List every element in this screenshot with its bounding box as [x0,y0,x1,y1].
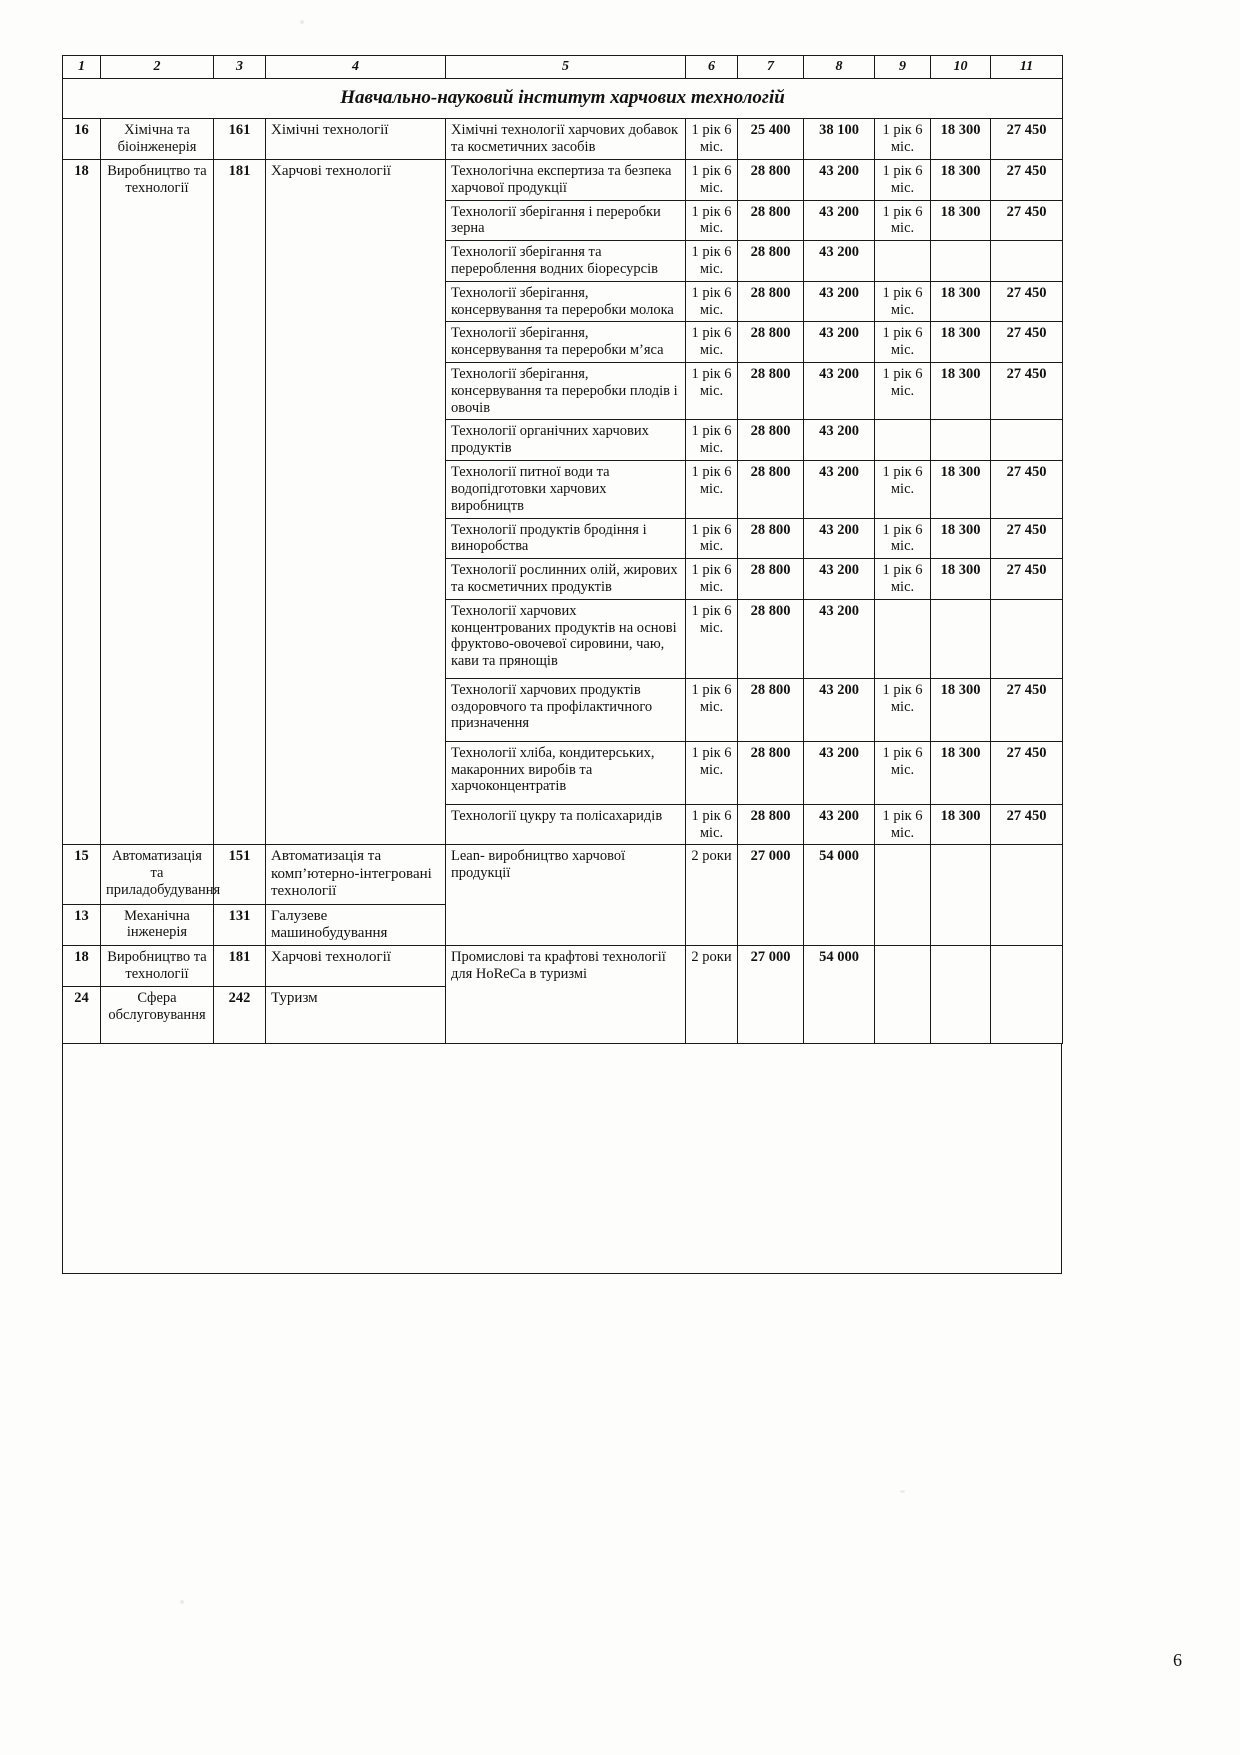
price-full-1: 28 800 [738,804,804,845]
program-name: Технології зберігання та перероблення водних біоресурсів [446,241,686,282]
specialty-name: Харчові технології [266,946,446,987]
col-header-8: 8 [804,56,875,79]
term-part-time [875,420,931,461]
term-part-time: 1 рік 6 міс. [875,281,931,322]
price-part-2: 27 450 [991,200,1063,241]
price-part-1: 18 300 [931,363,991,420]
price-table-container [62,55,1062,1274]
price-full-1: 28 800 [738,322,804,363]
price-full-1: 28 800 [738,241,804,282]
price-part-1 [931,420,991,461]
price-full-2: 43 200 [804,159,875,200]
term-full-time: 2 роки [686,845,738,946]
program-name: Технології хліба, кондитерських, макаронних виробів та харчоконцентратів [446,741,686,804]
branch-code: 18 [63,946,101,987]
branch-code: 24 [63,986,101,1043]
term-part-time: 1 рік 6 міс. [875,559,931,600]
term-full-time: 1 рік 6 міс. [686,461,738,518]
table-column-header-row [63,56,1063,79]
price-part-2: 27 450 [991,741,1063,804]
price-full-2: 43 200 [804,363,875,420]
branch-name: Виробництво та технології [101,946,214,987]
term-full-time: 1 рік 6 міс. [686,804,738,845]
price-part-2: 27 450 [991,678,1063,741]
term-full-time: 1 рік 6 міс. [686,200,738,241]
price-part-1: 18 300 [931,200,991,241]
program-name: Технології зберігання, консервування та переробки м’яса [446,322,686,363]
col-header-3: 3 [214,56,266,79]
price-full-1: 28 800 [738,741,804,804]
price-full-2: 43 200 [804,741,875,804]
term-part-time [875,599,931,678]
table-row [63,159,1063,200]
col-header-9: 9 [875,56,931,79]
term-full-time: 1 рік 6 міс. [686,119,738,160]
specialty-name: Автоматизація та комп’ютерно-інтегровані технології [266,845,446,904]
specialty-code: 131 [214,904,266,946]
term-full-time: 1 рік 6 міс. [686,159,738,200]
price-full-1: 28 800 [738,281,804,322]
program-name: Технології продуктів бродіння і виноробства [446,518,686,559]
price-full-1: 28 800 [738,559,804,600]
term-part-time [875,946,931,1044]
price-part-1: 18 300 [931,741,991,804]
price-full-2: 54 000 [804,845,875,946]
price-full-2: 43 200 [804,200,875,241]
col-header-4: 4 [266,56,446,79]
price-full-1: 28 800 [738,518,804,559]
price-full-1: 25 400 [738,119,804,160]
price-full-2: 38 100 [804,119,875,160]
price-part-2 [991,241,1063,282]
price-full-1: 28 800 [738,420,804,461]
price-full-1: 27 000 [738,845,804,946]
program-name: Технологічна експертиза та безпека харчової продукції [446,159,686,200]
price-part-2: 27 450 [991,119,1063,160]
term-part-time: 1 рік 6 міс. [875,804,931,845]
price-part-1: 18 300 [931,461,991,518]
col-header-6: 6 [686,56,738,79]
term-part-time: 1 рік 6 міс. [875,322,931,363]
price-full-2: 43 200 [804,420,875,461]
price-part-1 [931,946,991,1044]
price-part-2 [991,845,1063,946]
price-full-2: 43 200 [804,678,875,741]
branch-name: Автоматизація та приладобудування [101,845,214,904]
price-full-1: 28 800 [738,599,804,678]
branch-name: Сфера обслуговування [101,986,214,1043]
term-full-time: 1 рік 6 міс. [686,518,738,559]
program-name: Технології зберігання, консервування та переробки молока [446,281,686,322]
program-name: Хімічні технології харчових добавок та косметичних засобів [446,119,686,160]
col-header-1: 1 [63,56,101,79]
price-full-2: 43 200 [804,322,875,363]
price-part-2: 27 450 [991,363,1063,420]
term-full-time: 1 рік 6 міс. [686,281,738,322]
price-full-1: 28 800 [738,363,804,420]
specialty-name: Туризм [266,986,446,1043]
branch-name: Механічна інженерія [101,904,214,946]
specialty-code: 151 [214,845,266,904]
page-speck [300,20,304,24]
specialty-name: Харчові технології [266,159,446,845]
program-name: Технології цукру та полісахаридів [446,804,686,845]
term-full-time: 1 рік 6 міс. [686,420,738,461]
price-part-1: 18 300 [931,281,991,322]
price-part-2 [991,420,1063,461]
price-full-2: 54 000 [804,946,875,1044]
program-name: Технології харчових продуктів оздоровчого та профілактичного призначення [446,678,686,741]
price-full-2: 43 200 [804,559,875,600]
price-part-2: 27 450 [991,518,1063,559]
term-full-time: 1 рік 6 міс. [686,741,738,804]
term-full-time: 1 рік 6 міс. [686,559,738,600]
branch-code: 15 [63,845,101,904]
table-row [63,946,1063,987]
price-part-1: 18 300 [931,559,991,600]
table-row [63,845,1063,904]
price-part-2: 27 450 [991,804,1063,845]
price-part-2: 27 450 [991,322,1063,363]
branch-code: 13 [63,904,101,946]
term-part-time [875,845,931,946]
program-name: Технології органічних харчових продуктів [446,420,686,461]
specialty-code: 181 [214,159,266,845]
term-part-time: 1 рік 6 міс. [875,200,931,241]
price-part-2 [991,946,1063,1044]
price-part-2: 27 450 [991,461,1063,518]
col-header-7: 7 [738,56,804,79]
program-name: Технології зберігання і переробки зерна [446,200,686,241]
term-part-time: 1 рік 6 міс. [875,678,931,741]
term-part-time: 1 рік 6 міс. [875,461,931,518]
term-full-time: 1 рік 6 міс. [686,322,738,363]
page-number: 6 [1173,1650,1182,1670]
branch-name: Хімічна та біоінженерія [101,119,214,160]
program-name: Технології зберігання, консервування та переробки плодів і овочів [446,363,686,420]
col-header-5: 5 [446,56,686,79]
price-full-2: 43 200 [804,241,875,282]
price-part-1: 18 300 [931,678,991,741]
section-title: Навчально-науковий інститут харчових технологій [63,79,1063,119]
term-part-time [875,241,931,282]
branch-name: Виробництво та технології [101,159,214,845]
term-part-time: 1 рік 6 міс. [875,119,931,160]
price-full-2: 43 200 [804,281,875,322]
page-speck [180,1600,184,1604]
col-header-10: 10 [931,56,991,79]
price-part-2 [991,599,1063,678]
program-name: Технології рослинних олій, жирових та косметичних продуктів [446,559,686,600]
price-full-1: 28 800 [738,461,804,518]
price-part-2: 27 450 [991,281,1063,322]
tuition-price-table [62,55,1063,1044]
section-title-row [63,79,1063,119]
price-part-1: 18 300 [931,119,991,160]
term-full-time: 1 рік 6 міс. [686,599,738,678]
page-speck [900,1490,905,1493]
price-part-2: 27 450 [991,159,1063,200]
specialty-code: 181 [214,946,266,987]
price-part-1: 18 300 [931,518,991,559]
price-full-1: 28 800 [738,200,804,241]
specialty-code: 161 [214,119,266,160]
term-part-time: 1 рік 6 міс. [875,159,931,200]
program-name: Lean- виробництво харчової продукції [446,845,686,946]
specialty-name: Хімічні технології [266,119,446,160]
price-part-2: 27 450 [991,559,1063,600]
table-empty-tail [62,1044,1062,1274]
term-full-time: 1 рік 6 міс. [686,241,738,282]
price-part-1 [931,241,991,282]
term-part-time: 1 рік 6 міс. [875,518,931,559]
program-name: Промислові та крафтові технології для HoReCa в туризмі [446,946,686,1044]
term-full-time: 1 рік 6 міс. [686,678,738,741]
specialty-code: 242 [214,986,266,1043]
price-part-1 [931,599,991,678]
price-full-2: 43 200 [804,804,875,845]
price-part-1: 18 300 [931,159,991,200]
branch-code: 18 [63,159,101,845]
price-part-1: 18 300 [931,322,991,363]
price-part-1: 18 300 [931,804,991,845]
price-full-2: 43 200 [804,461,875,518]
price-full-2: 43 200 [804,518,875,559]
price-full-1: 27 000 [738,946,804,1044]
term-full-time: 1 рік 6 міс. [686,363,738,420]
price-full-2: 43 200 [804,599,875,678]
col-header-2: 2 [101,56,214,79]
price-full-1: 28 800 [738,678,804,741]
term-part-time: 1 рік 6 міс. [875,363,931,420]
price-full-1: 28 800 [738,159,804,200]
term-part-time: 1 рік 6 міс. [875,741,931,804]
program-name: Технології харчових концентрованих продуктів на основі фруктово-овочевої сировини, чаю, кави та прянощів [446,599,686,678]
price-part-1 [931,845,991,946]
specialty-name: Галузеве машинобудування [266,904,446,946]
col-header-11: 11 [991,56,1063,79]
table-row [63,119,1063,160]
branch-code: 16 [63,119,101,160]
term-full-time: 2 роки [686,946,738,1044]
program-name: Технології питної води та водопідготовки харчових виробництв [446,461,686,518]
